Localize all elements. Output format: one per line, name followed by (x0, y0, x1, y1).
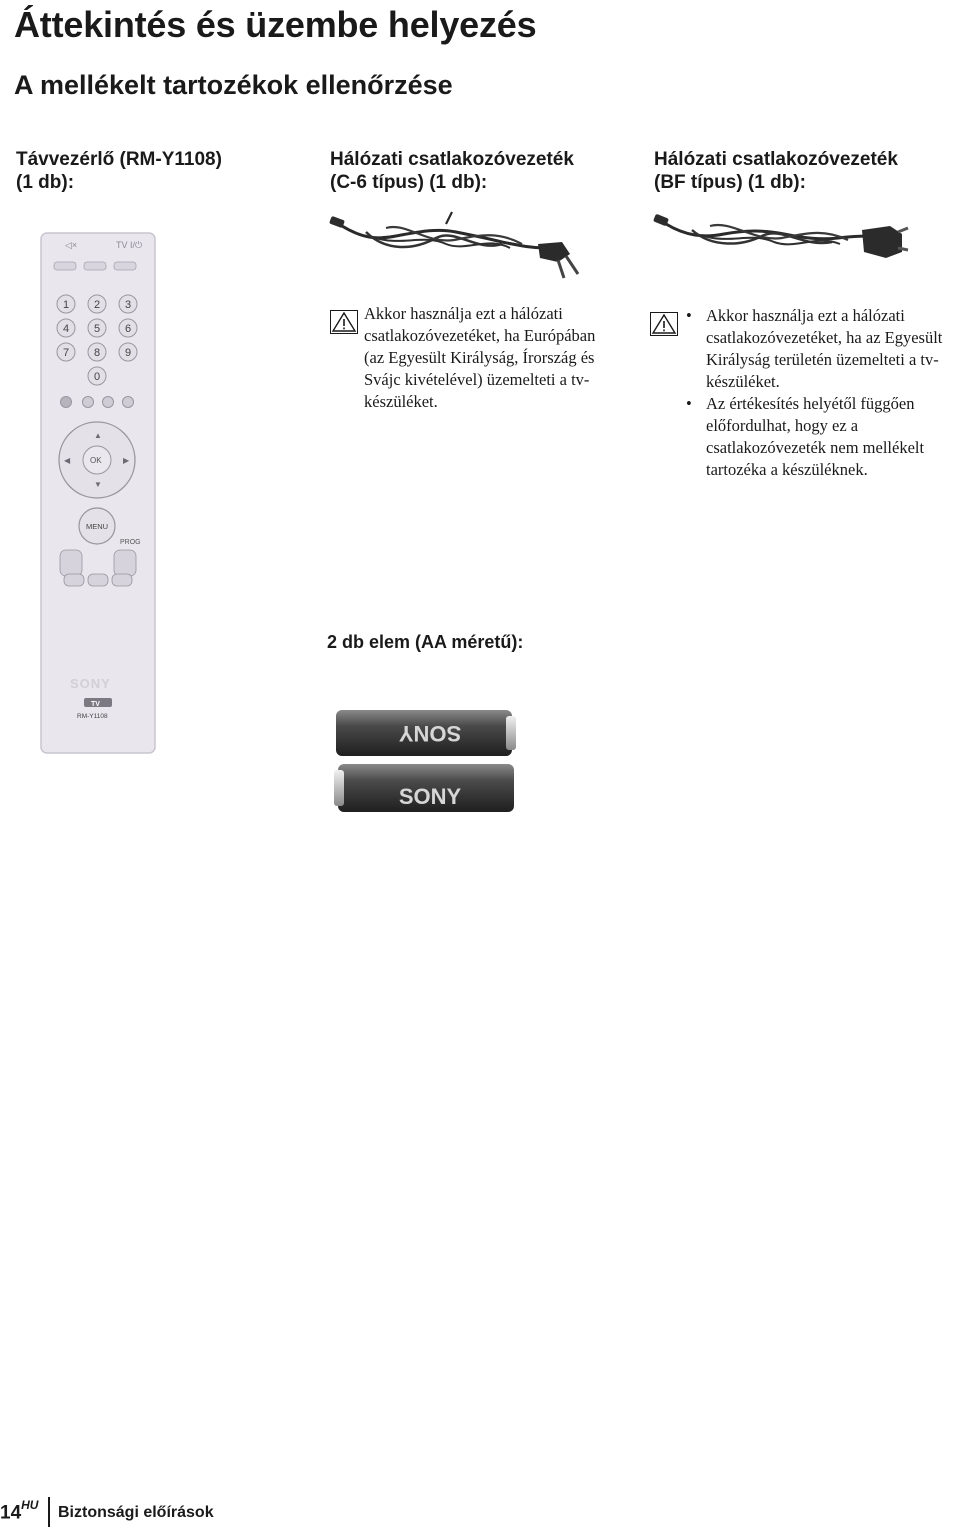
remote-model-label: RM-Y1108 (77, 713, 108, 720)
remote-prog-label: PROG (120, 539, 141, 546)
cable-c6-label: Hálózati csatlakozóvezeték (C-6 típus) (1 db): (330, 149, 574, 193)
svg-text:◀: ◀ (64, 456, 71, 465)
cable-bf-label: Hálózati csatlakozóvezeték (BF típus) (1 db): (654, 149, 898, 193)
remote-digit-label: 8 (93, 347, 101, 359)
remote-digit-label: 4 (62, 323, 70, 335)
remote-tv-badge: TV (91, 701, 100, 708)
remote-digit-label: 7 (62, 347, 70, 359)
remote-digit-label: 2 (93, 299, 101, 311)
language-code: HU (21, 1498, 39, 1512)
note-bf-item: • Az értékesítés helyétől függően előfordulhat, hogy ez a csatlakozóvezeték nem mellékelt tartozéka a készüléknek. (684, 393, 960, 481)
page-number: $14^{HU}$ (0, 1498, 39, 1524)
power-cable-bf-image (652, 208, 912, 268)
page-title: Áttekintés és üzembe helyezés (14, 4, 537, 45)
remote-digit-label: 0 (93, 371, 101, 383)
remote-digit-label: 5 (93, 323, 101, 335)
warning-icon (650, 312, 678, 336)
warning-icon (330, 310, 358, 334)
battery-brand-logo: SONY (398, 784, 462, 809)
remote-sony-logo: SONY (70, 676, 111, 691)
svg-text:◁×: ◁× (65, 240, 78, 250)
note-bf (684, 305, 960, 481)
note-c6 (364, 303, 604, 413)
note-c6-text: Akkor használja ezt a hálózati csatlakozóvezetéket, ha Európában (az Egyesült Királyság, Írország és Svájc kivételével) üzemelteti a tv-készüléket. (364, 304, 596, 411)
remote-digit-label: 1 (62, 299, 70, 311)
batteries-image (334, 704, 524, 816)
svg-text:▼: ▼ (94, 480, 102, 489)
batteries-label: 2 db elem (AA méretű): (327, 632, 524, 652)
remote-tv-power: TV I/⏻ (116, 240, 143, 250)
remote-digit-label: 6 (124, 323, 132, 335)
section-name: Biztonsági előírások (58, 1504, 214, 1521)
remote-menu-button: MENU (86, 522, 109, 531)
remote-digit-label: 9 (124, 347, 132, 359)
power-cable-c6-image (326, 208, 590, 282)
footer-divider (48, 1497, 50, 1527)
note-bf-item: • Akkor használja ezt a hálózati csatlakozóvezetéket, ha az Egyesült Királyság területén üzemelteti a tv-készüléket. (684, 305, 960, 393)
remote-digit-label: 3 (124, 299, 132, 311)
remote-ok-button: OK (90, 456, 102, 465)
svg-text:▶: ▶ (123, 456, 130, 465)
battery-brand-logo: SONY (398, 721, 462, 746)
remote-label: Távvezérlő (RM-Y1108) (1 db): (16, 149, 222, 193)
page-subtitle: A mellékelt tartozékok ellenőrzése (14, 70, 453, 100)
remote-control-image (40, 232, 156, 754)
svg-text:▲: ▲ (94, 431, 102, 440)
